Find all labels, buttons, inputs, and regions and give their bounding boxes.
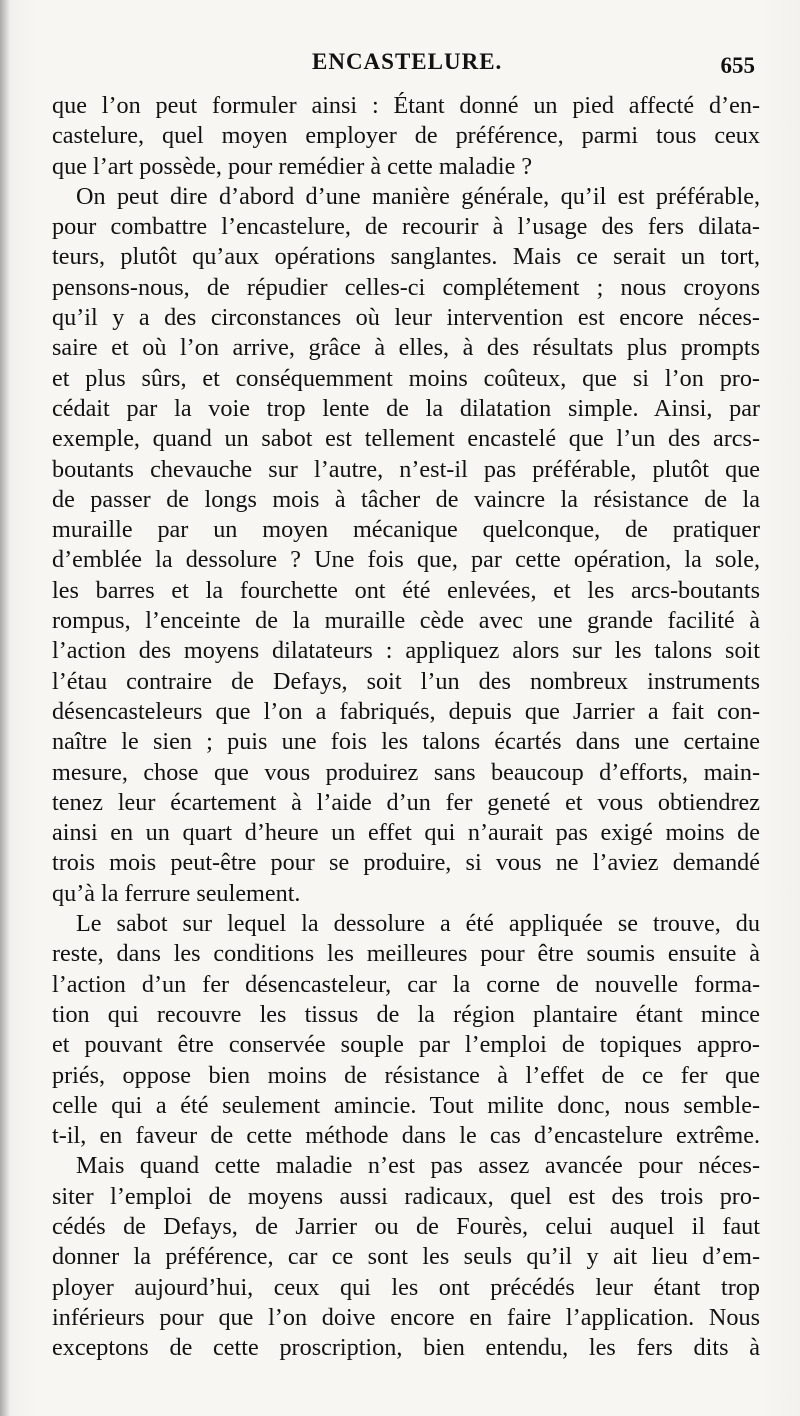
text-line: t-il, en faveur de cette méthode dans le cas d’encastelure extrême. <box>52 1122 760 1150</box>
text-line: donner la préférence, car ce sont les seuls qu’il y ait lieu d’em- <box>52 1243 760 1271</box>
text-line: celle qui a été seulement amincie. Tout milite donc, nous semble- <box>52 1091 760 1119</box>
text-line: trois mois peut-être pour se produire, si vous ne l’aviez demandé <box>52 849 760 877</box>
text-line: tion qui recouvre les tissus de la région plantaire étant mince <box>52 1000 760 1028</box>
text-line: mesure, chose que vous produirez sans beaucoup d’efforts, main- <box>52 758 760 786</box>
text-line: qu’il y a des circonstances où leur intervention est encore néces- <box>52 304 760 332</box>
text-line: naître le sien ; puis une fois les talons écartés dans une certaine <box>52 728 760 756</box>
text-line: boutants chevauche sur l’autre, n’est-il pas préférable, plutôt que <box>52 455 760 483</box>
running-head: ENCASTELURE. <box>312 49 503 74</box>
text-line: que l’on peut formuler ainsi : Étant donné un pied affecté d’en- <box>52 92 760 119</box>
text-line: ployer aujourd’hui, ceux qui les ont précédés leur étant trop <box>52 1273 760 1301</box>
text-line: et pouvant être conservée souple par l’emploi de topiques appro- <box>52 1031 760 1059</box>
text-line: de passer de longs mois à tâcher de vaincre la résistance de la <box>52 485 760 513</box>
page-gutter-shadow <box>0 0 10 1416</box>
text-line: l’étau contraire de Defays, soit l’un des nombreux instruments <box>52 667 760 695</box>
text-line: l’action des moyens dilatateurs : appliquez alors sur les talons soit <box>52 637 760 665</box>
text-line: rompus, l’enceinte de la muraille cède avec une grande facilité à <box>52 607 760 635</box>
text-line: teurs, plutôt qu’aux opérations sanglantes. Mais ce serait un tort, <box>52 243 760 271</box>
text-line: On peut dire d’abord d’une manière générale, qu’il est préférable, <box>76 182 760 210</box>
text-line: désencasteleurs que l’on a fabriqués, depuis que Jarrier a fait con- <box>52 697 760 725</box>
text-line: cédés de Defays, de Jarrier ou de Fourès, celui auquel il faut <box>52 1212 760 1240</box>
text-line: ainsi en un quart d’heure un effet qui n’aurait pas exigé moins de <box>52 819 760 847</box>
body-text <box>52 91 760 1363</box>
text-line: les barres et la fourchette ont été enlevées, et les arcs-boutants <box>52 576 760 604</box>
text-line: exceptons de cette proscription, bien entendu, les fers dits à <box>52 1334 760 1362</box>
text-line: l’action d’un fer désencasteleur, car la corne de nouvelle forma- <box>52 970 760 998</box>
text-line: que l’art possède, pour remédier à cette maladie ? <box>52 152 533 180</box>
text-line: pour combattre l’encastelure, de recourir à l’usage des fers dilata- <box>52 213 760 241</box>
page-header <box>52 49 757 77</box>
text-line: reste, dans les conditions les meilleures pour être soumis ensuite à <box>52 940 760 968</box>
text-line: tenez leur écartement à l’aide d’un fer geneté et vous obtiendrez <box>52 788 760 816</box>
text-line: qu’à la ferrure seulement. <box>52 879 301 907</box>
text-line: castelure, quel moyen employer de préférence, parmi tous ceux <box>52 122 760 150</box>
text-line: Mais quand cette maladie n’est pas assez avancée pour néces- <box>76 1152 760 1180</box>
text-line: pensons-nous, de répudier celles-ci complétement ; nous croyons <box>52 273 760 301</box>
text-line: priés, oppose bien moins de résistance à l’effet de ce fer que <box>52 1061 760 1089</box>
text-line: exemple, quand un sabot est tellement encastelé que l’un des arcs- <box>52 425 760 453</box>
text-line: cédait par la voie trop lente de la dilatation simple. Ainsi, par <box>52 394 760 422</box>
text-line: saire et où l’on arrive, grâce à elles, à des résultats plus prompts <box>52 334 760 362</box>
text-line: d’emblée la dessolure ? Une fois que, par cette opération, la sole, <box>52 546 760 574</box>
text-line: Le sabot sur lequel la dessolure a été appliquée se trouve, du <box>76 910 760 938</box>
text-line: siter l’emploi de moyens aussi radicaux, quel est des trois pro- <box>52 1182 760 1210</box>
text-line: et plus sûrs, et conséquemment moins coûteux, que si l’on pro- <box>52 364 760 392</box>
page-number: 655 <box>720 53 755 78</box>
text-line: inférieurs pour que l’on doive encore en faire l’application. Nous <box>52 1303 760 1331</box>
text-line: muraille par un moyen mécanique quelconque, de pratiquer <box>52 516 760 544</box>
